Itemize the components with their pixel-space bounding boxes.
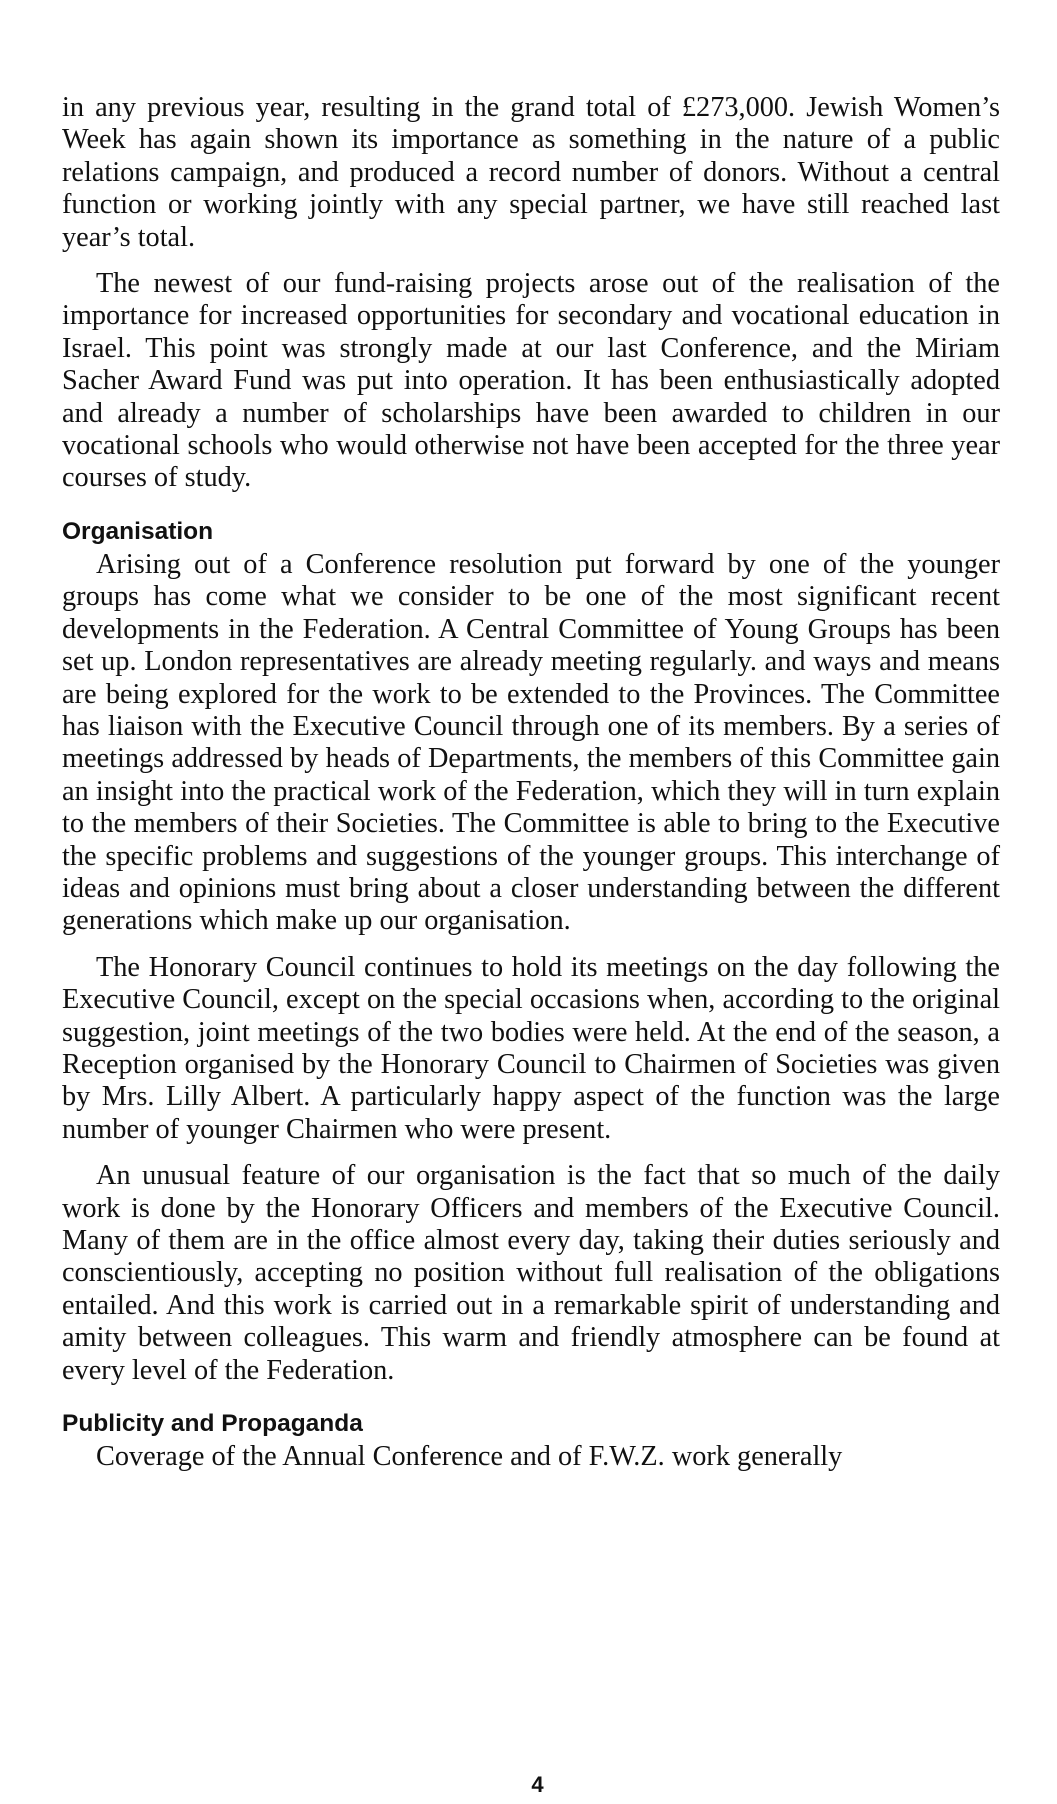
paragraph-honorary-officers: An unusual feature of our organisation is the fact that so much of the daily work is done by the Honorary Officers and members of the Executive Council. Many of them are in the office almost every day, taking their duties seriously and conscientiously, accepting no position without full realisation of the obligations entailed. And this work is carried out in a remarkable spirit of understanding and amity between colleagues. This warm and friendly atmosphere can be found at every level of the Federation.	[62, 1160, 1000, 1386]
section-heading-publicity: Publicity and Propaganda	[62, 1410, 363, 1438]
section-heading-organisation: Organisation	[62, 517, 214, 545]
paragraph-conference-coverage: Coverage of the Annual Conference and of F.W.Z. work generally	[96, 1441, 843, 1473]
paragraph-fundraising-total: in any previous year, resulting in the grand total of £273,000. Jewish Women’s Week has again shown its importance as something in the nature of a public relations campaign, and produced a record number of donors. Without a central function or working jointly with any special partner, we have still reached last year’s total.	[62, 92, 1000, 253]
document-page	[62, 92, 1000, 1473]
paragraph-honorary-council: The Honorary Council continues to hold its meetings on the day following the Executive Council, except on the special occasions when, according to the original suggestion, joint meetings of the two bodies were held. At the end of the season, a Reception organised by the Honorary Council to Chairmen of Societies was given by Mrs. Lilly Albert. A particularly happy aspect of the function was the large number of younger Chairmen who were present.	[62, 951, 1000, 1145]
paragraph-young-groups-committee: Arising out of a Conference resolution put forward by one of the younger groups has come what we consider to be one of the most significant recent developments in the Federation. A Central Committee of Young Groups has been set up. London representatives are already meeting regularly. and ways and means are being explored for the work to be extended to the Provinces. The Committee has liaison with the Executive Council through one of its members. By a series of meetings addressed by heads of Departments, the members of this Committee gain an insight into the practical work of the Federation, which they will in turn explain to the members of their Societies. The Committee is able to bring to the Executive the specific problems and suggestions of the younger groups. This interchange of ideas and opinions must bring about a closer understanding between the different generations which make up our organisation.	[62, 548, 1000, 937]
page-number: 4	[531, 1772, 544, 1797]
paragraph-miriam-sacher-award: The newest of our fund-raising projects arose out of the realisation of the importance for increased opportunities for secondary and vocational education in Israel. This point was strongly made at our last Conference, and the Miriam Sacher Award Fund was put into operation. It has been enthusiastically adopted and already a number of scholarships have been awarded to children in our vocational schools who would otherwise not have been accepted for the three year courses of study.	[62, 268, 1000, 494]
